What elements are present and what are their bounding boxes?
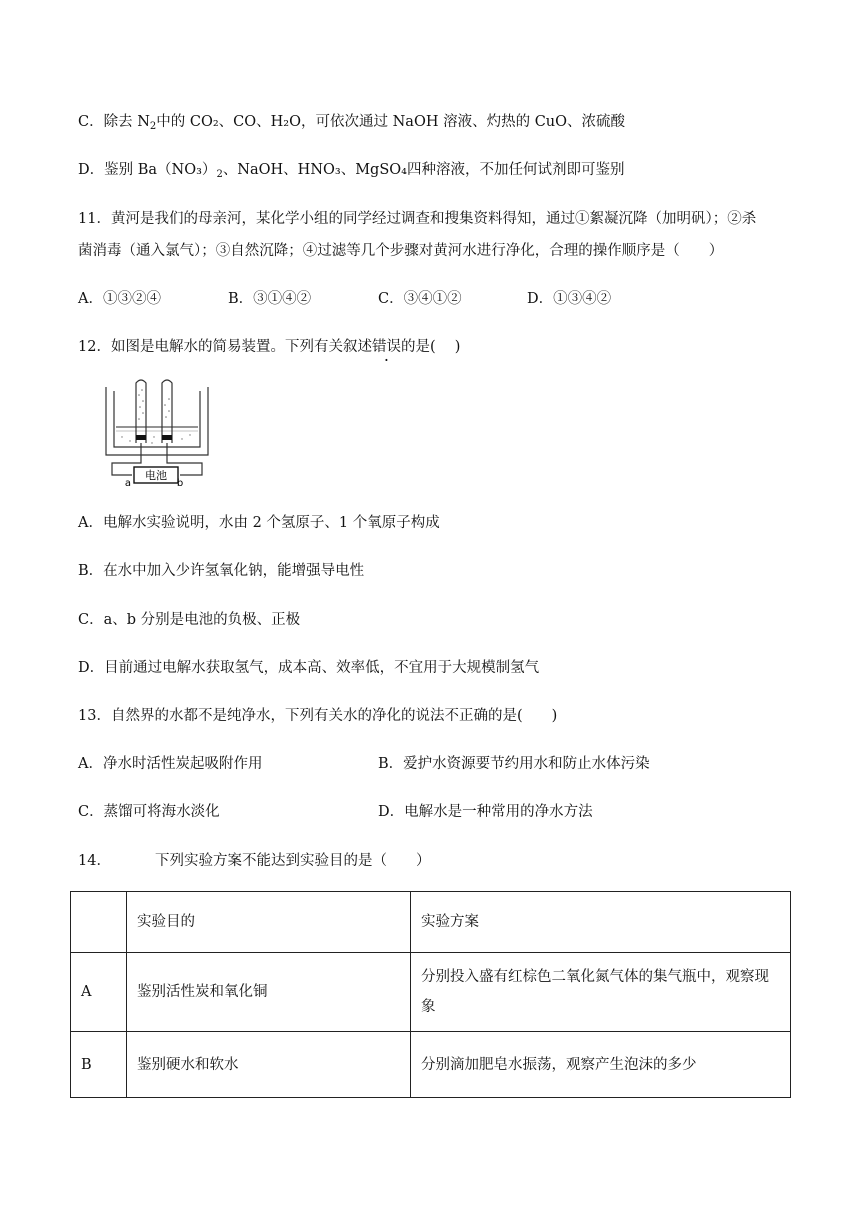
- q13-option-b: B．爱护水资源要节约用水和防止水体污染: [378, 756, 650, 772]
- electrolysis-apparatus-diagram: [102, 375, 212, 487]
- electrode-right: [162, 435, 172, 440]
- water-trough: [106, 387, 208, 455]
- q11-option-d: D．①③④②: [527, 291, 612, 307]
- electrode-left: [136, 435, 146, 440]
- q12-stem: 12．如图是电解水的简易装置。下列有关叙述错误的是( ): [78, 339, 461, 355]
- table-header-row: [71, 892, 791, 953]
- q13-option-a: A．净水时活性炭起吸附作用: [78, 756, 263, 772]
- row-goal: 鉴别硬水和软水: [127, 1032, 411, 1098]
- test-tube-left: [136, 380, 146, 443]
- test-tube-right: [162, 380, 172, 443]
- terminal-b-label: b: [176, 478, 184, 487]
- table-header-cell: [71, 892, 127, 953]
- battery-label: 电池: [145, 469, 167, 482]
- q11-stem-line2: 菌消毒（通入氯气）；③自然沉降；④过滤等几个步骤对黄河水进行净化，合理的操作顺序是（ ）: [78, 243, 724, 259]
- q12-option-b: B．在水中加入少许氢氧化钠，能增强导电性: [78, 563, 365, 579]
- row-plan: 分别投入盛有红棕色二氧化氮气体的集气瓶中，观察现 象: [411, 953, 791, 1032]
- q12-emphasis: 错误: [371, 339, 401, 355]
- q10-option-c: C．除去 $N_2$中的 CO₂、CO、H₂O，可依次通过 NaOH 溶液、灼热的 CuO、浓硫酸: [78, 114, 626, 132]
- table-header-plan: 实验方案: [411, 892, 791, 953]
- table-row: [71, 1032, 791, 1098]
- table-header-goal: 实验目的: [127, 892, 411, 953]
- q11-option-c: C．③④①②: [378, 291, 462, 307]
- q12-option-c: C．a、b 分别是电池的负极、正极: [78, 612, 301, 628]
- row-plan: 分别滴加肥皂水振荡，观察产生泡沫的多少: [411, 1032, 791, 1098]
- q10-option-d: D．鉴别 $Ba(NO_3)_2$、NaOH、HNO₃、MgSO₄四种溶液，不加任何试剂即可鉴别: [78, 162, 625, 180]
- row-goal: 鉴别活性炭和氧化铜: [127, 953, 411, 1032]
- table-row: [71, 953, 791, 1032]
- q12-option-d: D．目前通过电解水获取氢气，成本高、效率低，不宜用于大规模制氢气: [78, 660, 540, 676]
- q11-option-a: A．①③②④: [78, 291, 161, 307]
- terminal-a-label: a: [124, 478, 132, 487]
- q13-option-c: C．蒸馏可将海水淡化: [78, 804, 220, 820]
- q13-stem: 13．自然界的水都不是纯净水，下列有关水的净化的说法不正确的是( ): [78, 708, 558, 724]
- q14-stem: 14． 下列实验方案不能达到实验目的是（ ）: [78, 853, 431, 869]
- q11-stem-line1: 11．黄河是我们的母亲河，某化学小组的同学经过调查和搜集资料得知，通过①絮凝沉降（加明矾）；②杀: [78, 211, 757, 227]
- row-label: A: [71, 953, 127, 1032]
- row-label: B: [71, 1032, 127, 1098]
- q12-option-a: A．电解水实验说明，水由 2 个氢原子、1 个氧原子构成: [78, 515, 440, 531]
- experiment-table: [70, 891, 791, 1098]
- q11-option-b: B．③①④②: [228, 291, 312, 307]
- q13-option-d: D．电解水是一种常用的净水方法: [378, 804, 593, 820]
